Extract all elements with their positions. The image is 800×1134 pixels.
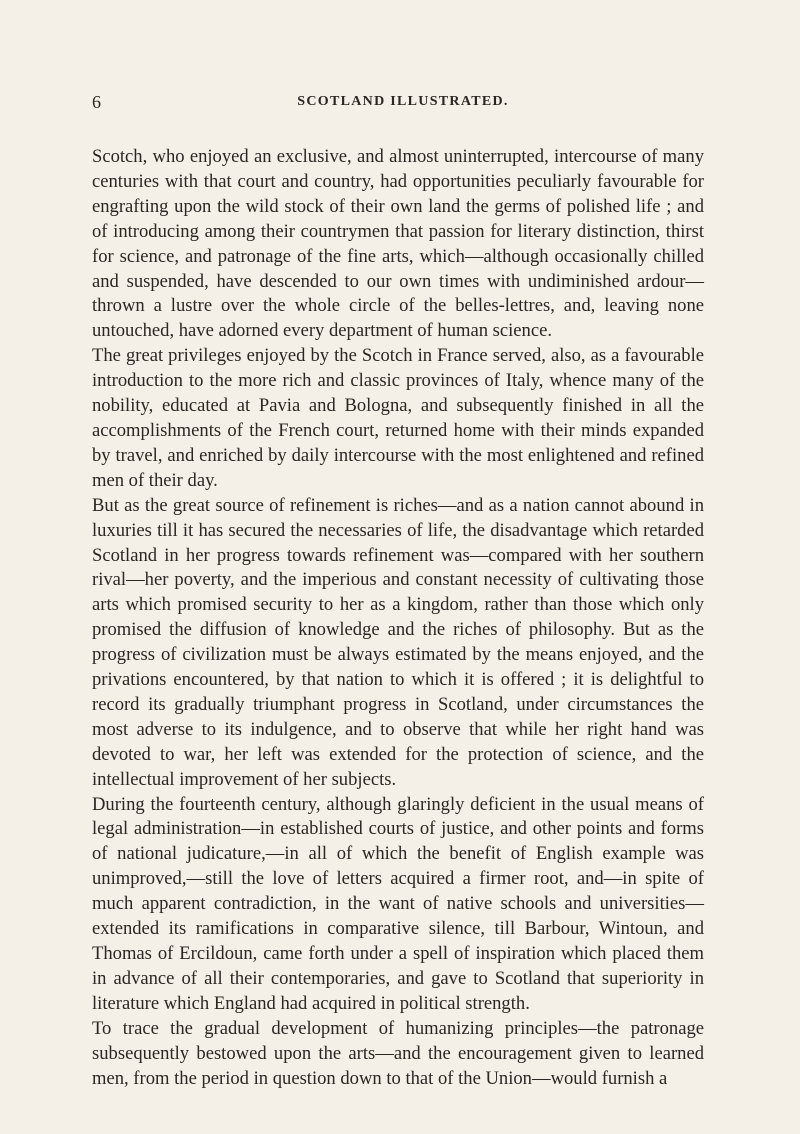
page-number: 6 bbox=[92, 92, 101, 112]
running-head: SCOTLAND ILLUSTRATED. bbox=[297, 94, 509, 109]
paragraph: To trace the gradual development of humanizing principles—the patronage subsequently bestowed upon the arts—and the encouragement given to learned men, from the period in question down to that of the Union—would furnish a bbox=[92, 1017, 704, 1089]
paragraph: But as the great source of refinement is riches—and as a nation cannot abound in luxuries till it has secured the necessaries of life, the disadvantage which retarded Scotland in her progress towards refinement was—compared with her southern rival—her poverty, and the imperious and constant necessity of cultivating those arts which promised security to her as a kingdom, rather than those which only promised the diffusion of knowledge and the riches of philosophy. But as the progress of civilization must be always estimated by the means enjoyed, and the privations encountered, by that nation to which it is offered ; it is delightful to record its gradually triumphant progress in Scotland, under circumstances the most adverse to its indulgence, and to observe that while her right hand was devoted to war, her left was extended for the protection of science, and the intellectual improvement of her subjects. bbox=[92, 494, 704, 790]
paragraph: Scotch, who enjoyed an exclusive, and almost uninterrupted, intercourse of many centuries with that court and country, had opportunities peculiarly favourable for engrafting upon the wild stock of their own land the germs of polished life ; and of introducing among their countrymen that passion for literary distinction, thirst for science, and patronage of the fine arts, which—although occasionally chilled and suspended, have descended to our own times with undiminished ardour—thrown a lustre over the whole circle of the belles-lettres, and, leaving none untouched, have adorned every department of human science. bbox=[92, 146, 704, 342]
page-header bbox=[92, 92, 704, 116]
paragraph: The great privileges enjoyed by the Scotch in France served, also, as a favourable introduction to the more rich and classic provinces of Italy, whence many of the nobility, educated at Pavia and Bologna, and subsequently finished in all the accomplishments of the French court, returned home with their minds expanded by travel, and enriched by daily intercourse with the most enlightened and refined men of their day. bbox=[92, 345, 704, 491]
body-text bbox=[92, 145, 704, 1091]
paragraph: During the fourteenth century, although glaringly deficient in the usual means of legal administration—in established courts of justice, and other points and forms of national judicature,—in all of which the benefit of English example was unimproved,—still the love of letters acquired a firmer root, and—in spite of much apparent contradiction, in the want of native schools and universities— extended its ramifications in comparative silence, till Barbour, Wintoun, and Thomas of Ercildoun, came forth under a spell of inspiration which placed them in advance of all their contemporaries, and gave to Scotland that superiority in literature which England had acquired in political strength. bbox=[92, 793, 704, 1014]
